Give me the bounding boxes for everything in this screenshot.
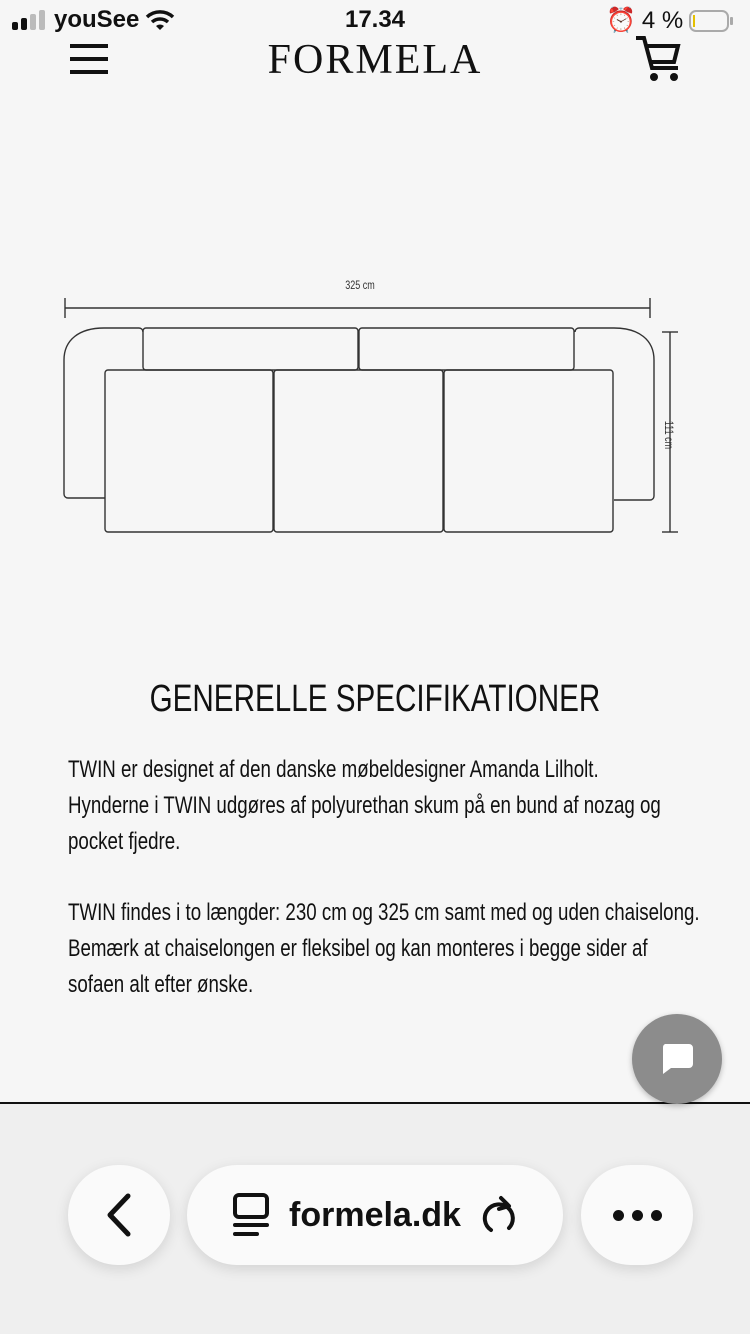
left-armrest [64, 328, 143, 498]
url-text: formela.dk [289, 1195, 461, 1234]
specs-heading [0, 678, 750, 721]
width-label: 325 cm [345, 278, 375, 292]
sofa-diagram [0, 270, 750, 550]
more-button[interactable] [581, 1165, 693, 1265]
depth-label: 111 cm [661, 420, 676, 450]
carrier: youSee [54, 6, 140, 33]
cart-button[interactable] [634, 34, 684, 89]
back-cushion [143, 328, 358, 370]
seat-cushion [444, 370, 613, 532]
width-dimension-line [65, 298, 650, 318]
more-icon [613, 1210, 662, 1221]
back-cushion [359, 328, 574, 370]
battery-icon [689, 9, 735, 33]
address-bar[interactable] [187, 1165, 563, 1265]
cart-icon [634, 34, 684, 84]
text-line: Hynderne i TWIN udgøres af polyurethan skum på en bund af nozag og [68, 792, 661, 819]
alarm-icon: ⏰ [606, 7, 636, 34]
chat-bubble-icon [659, 1042, 695, 1076]
chat-button[interactable] [632, 1014, 722, 1104]
back-button[interactable] [68, 1165, 170, 1265]
text-line: pocket fjedre. [68, 828, 181, 855]
status-right [606, 6, 735, 35]
specs-paragraph-2 [68, 895, 750, 1003]
text-line: sofaen alt efter ønske. [68, 971, 254, 998]
clock: 17.34 [344, 6, 406, 33]
text-line: TWIN findes i to længder: 230 cm og 325 cm samt med og uden chaiselong. [68, 899, 700, 926]
reload-icon [479, 1192, 519, 1238]
right-armrest [575, 328, 654, 500]
reader-icon [231, 1192, 271, 1238]
text-line: TWIN er designet af den danske møbeldesigner Amanda Lilholt. [68, 756, 599, 783]
specs-paragraph-1 [68, 752, 750, 860]
chevron-left-icon [104, 1192, 134, 1238]
logo[interactable]: FORMELA [267, 37, 483, 83]
specs-title: GENERELLE SPECIFIKATIONER [149, 678, 601, 720]
text-line: Bemærk at chaiselongen er fleksibel og kan monteres i begge sider af [68, 935, 648, 962]
seat-cushion [105, 370, 273, 532]
seat-cushion [274, 370, 443, 532]
battery-percent: 4 % [641, 6, 684, 34]
